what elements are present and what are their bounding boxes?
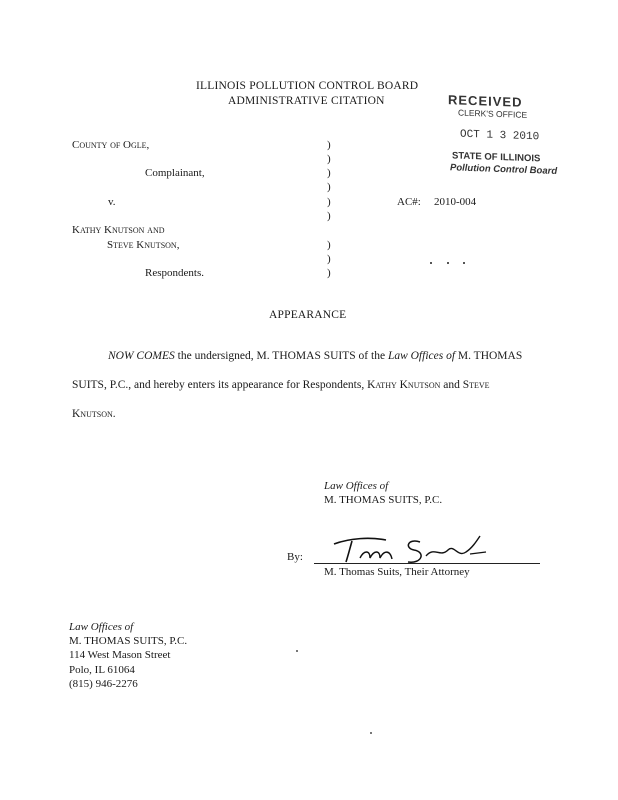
scan-speck <box>447 262 449 264</box>
document-title: APPEARANCE <box>269 309 347 321</box>
body-line-1 <box>108 351 522 363</box>
stamp-board: Pollution Control Board <box>450 162 558 177</box>
caption-paren: ) <box>327 253 331 265</box>
footer-street: 114 West Mason Street <box>69 649 171 661</box>
stamp-state: STATE OF ILLINOIS <box>452 150 541 165</box>
caption-paren: ) <box>327 153 331 165</box>
caption-paren: ) <box>327 139 331 151</box>
footer-firm-line1: Law Offices of <box>69 621 134 633</box>
scan-speck <box>296 650 298 652</box>
case-label: AC#: <box>397 196 421 208</box>
scan-speck <box>370 732 372 734</box>
respondent-role: Respondents. <box>145 267 204 279</box>
footer-firm-line2: M. THOMAS SUITS, P.C. <box>69 635 188 647</box>
stamp-date: OCT 1 3 2010 <box>460 128 540 144</box>
body-line-2-and: and <box>440 379 463 391</box>
complainant-role: Complainant, <box>145 167 205 179</box>
stamp-received: RECEIVED <box>448 92 523 110</box>
scan-speck <box>463 262 465 264</box>
signer-name: M. Thomas Suits, Their Attorney <box>324 566 470 578</box>
stamp-office: CLERK'S OFFICE <box>458 107 528 120</box>
respondent-2: Steve Knutson, <box>107 239 180 251</box>
versus: v. <box>108 196 116 208</box>
footer-city: Polo, IL 61064 <box>69 664 135 676</box>
board-name: ILLINOIS POLLUTION CONTROL BOARD <box>196 80 419 92</box>
caption-paren: ) <box>327 196 331 208</box>
caption-paren: ) <box>327 181 331 193</box>
signature-line <box>314 563 540 564</box>
by-label: By: <box>287 551 303 563</box>
now-comes: NOW COMES <box>108 350 175 362</box>
caption-paren: ) <box>327 239 331 251</box>
respondent-1: Kathy Knutson and <box>72 224 165 236</box>
case-number: 2010-004 <box>434 196 477 208</box>
body-text-1: the undersigned, M. THOMAS SUITS of the <box>174 350 388 362</box>
caption-paren: ) <box>327 267 331 279</box>
body-line-2 <box>72 380 490 392</box>
respondent-name-1: Kathy Knutson <box>367 379 441 391</box>
sig-firm-line1: Law Offices of <box>324 480 389 492</box>
sig-firm-line2: M. THOMAS SUITS, P.C. <box>324 494 443 506</box>
law-offices-inline: Law Offices of <box>387 350 456 362</box>
caption-paren: ) <box>327 167 331 179</box>
body-line-3: Knutson. <box>72 408 116 420</box>
document-type: ADMINISTRATIVE CITATION <box>228 95 385 107</box>
received-stamp <box>430 90 570 185</box>
body-line-2a: SUITS, P.C., and hereby enters its appearance for Respondents, <box>72 379 368 391</box>
respondent-name-2: Steve <box>462 379 490 391</box>
body-text-2: M. THOMAS <box>455 350 523 362</box>
complainant-name: County of Ogle, <box>72 139 150 151</box>
caption-paren: ) <box>327 210 331 222</box>
footer-phone: (815) 946-2276 <box>69 678 138 690</box>
scan-speck <box>430 262 432 264</box>
